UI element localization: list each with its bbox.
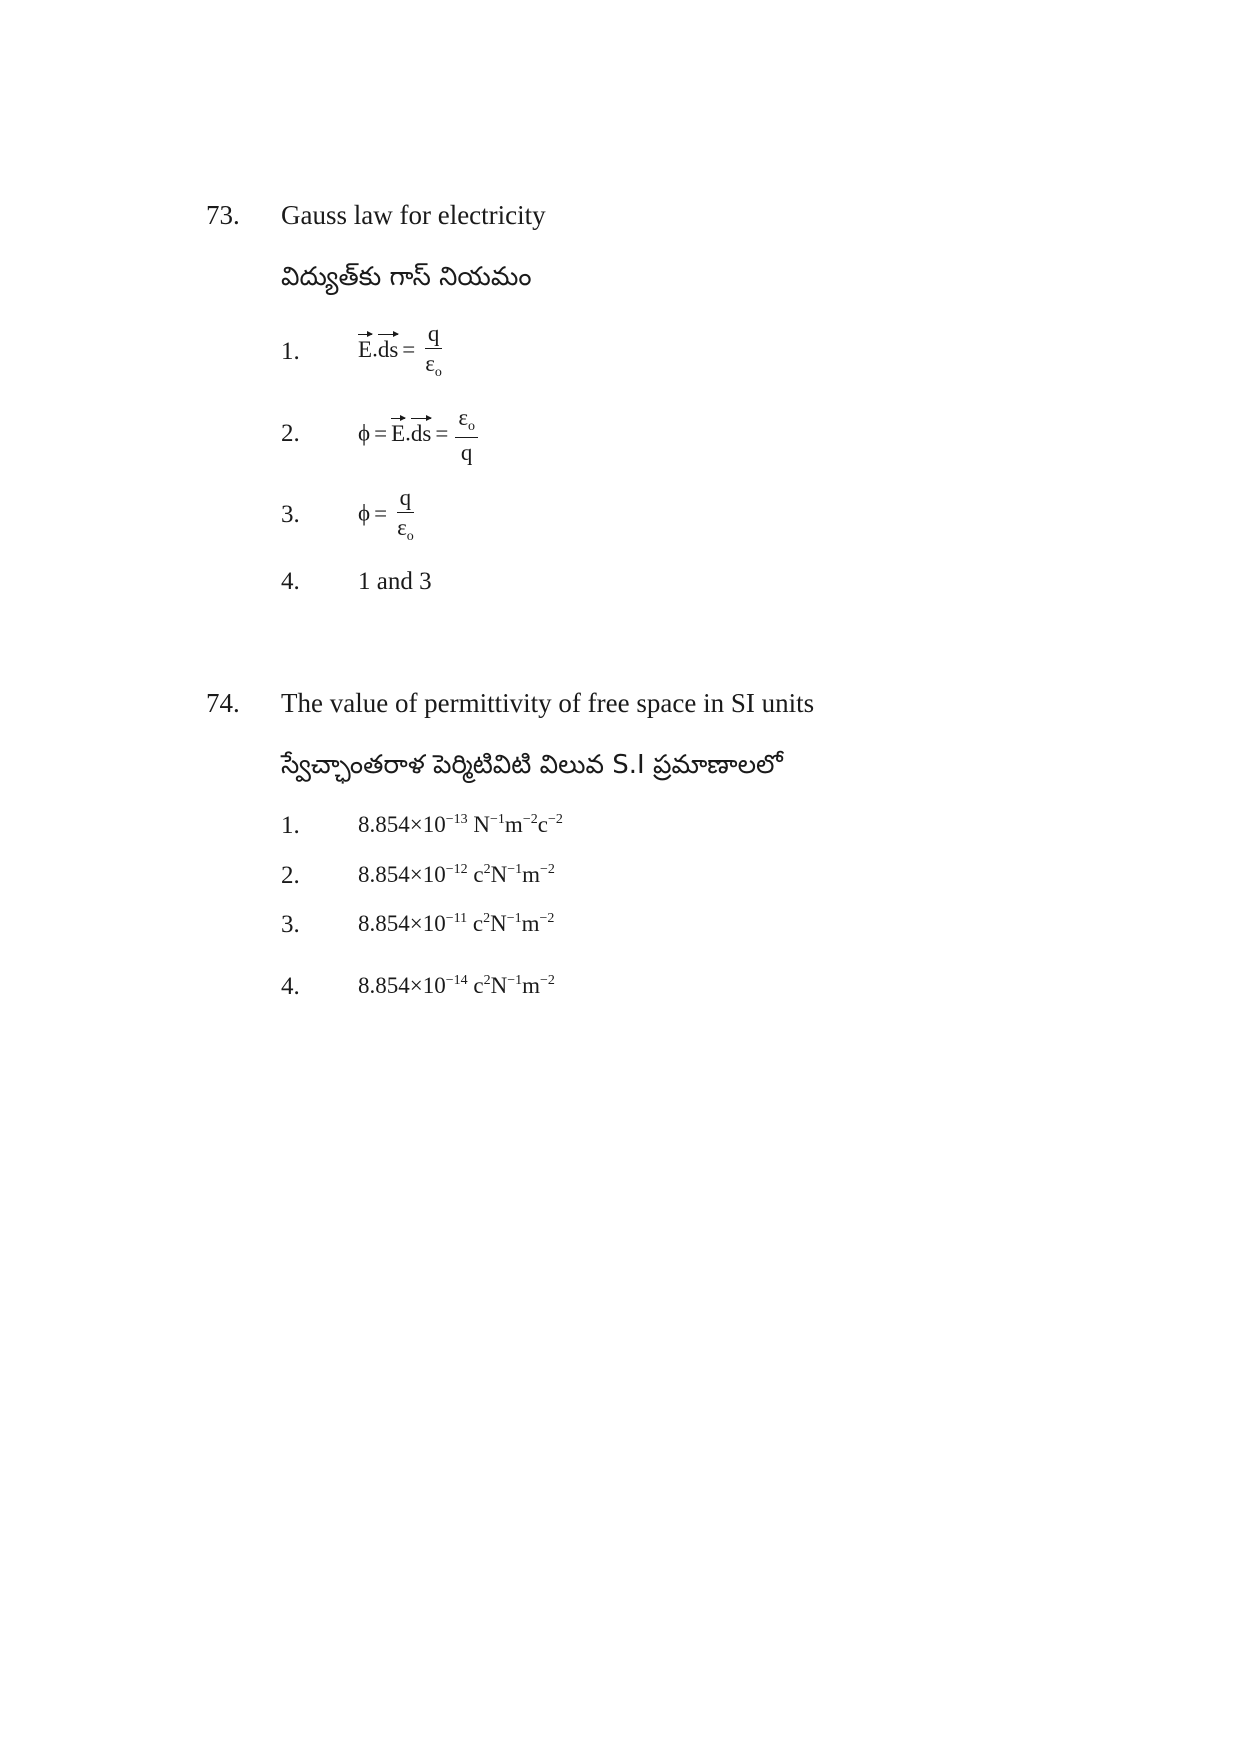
vector-ds: ds	[377, 336, 399, 362]
question-number: 73.	[206, 200, 240, 230]
unit: m	[504, 812, 523, 837]
unit: c	[472, 911, 484, 936]
unit: N	[473, 812, 491, 837]
unit-exponent: −1	[507, 973, 523, 988]
phi-symbol: ϕ	[358, 420, 371, 446]
option-number: 1.	[281, 812, 300, 839]
unit: c	[537, 812, 548, 837]
unit-exponent: −2	[540, 862, 555, 877]
option-number: 2.	[281, 420, 300, 447]
denominator	[394, 513, 417, 545]
unit-exponent: 2	[483, 973, 491, 988]
unit-exponent: −2	[539, 911, 555, 926]
epsilon-subscript: o	[434, 365, 442, 381]
unit-exponent: 2	[483, 911, 491, 926]
equals-sign: =	[402, 336, 416, 362]
mantissa: 8.854×10	[358, 812, 446, 837]
question-text-telugu: స్వేచ్ఛాంతరాళ పెర్మిటివిటి విలువ S.I ప్రమాణాలలో	[281, 750, 783, 780]
denominator: q	[460, 439, 473, 465]
question-text-telugu: విద్యుత్‌కు గాస్ నియమం	[281, 262, 532, 292]
phi-symbol: ϕ	[358, 500, 371, 526]
unit: N	[490, 862, 508, 887]
option-number: 4.	[281, 973, 300, 1000]
unit: N	[490, 973, 508, 998]
unit: N	[490, 911, 507, 936]
unit-exponent: −2	[540, 973, 555, 988]
unit-exponent: −2	[522, 812, 538, 827]
option-number: 3.	[281, 911, 300, 938]
unit-exponent: 2	[483, 862, 491, 877]
fraction	[422, 322, 445, 381]
equals-sign: =	[435, 420, 449, 446]
unit-exponent: −1	[507, 862, 523, 877]
question-number: 74.	[206, 688, 240, 718]
unit: m	[522, 862, 541, 887]
epsilon-subscript: o	[406, 529, 414, 545]
dot-operator: .	[372, 336, 378, 362]
option-number: 1.	[281, 338, 300, 365]
epsilon-symbol: ε	[458, 405, 469, 430]
unit-exponent: −2	[547, 812, 563, 827]
equals-sign: =	[374, 420, 388, 446]
mantissa: 8.854×10	[358, 862, 446, 887]
vector-e: E	[391, 420, 406, 446]
exponent: −13	[445, 812, 468, 827]
fraction	[455, 406, 478, 465]
dot-operator: .	[405, 420, 411, 446]
denominator	[422, 349, 445, 381]
option-1-formula	[358, 322, 445, 381]
numerator: q	[397, 486, 415, 513]
unit: m	[522, 973, 541, 998]
unit-exponent: −1	[506, 911, 522, 926]
unit: c	[473, 862, 484, 887]
option-4-value	[358, 973, 555, 999]
exponent: −12	[445, 862, 468, 877]
vector-e: E	[358, 336, 373, 362]
option-4-text: 1 and 3	[358, 568, 432, 595]
option-2-value	[358, 862, 555, 888]
exponent: −14	[445, 973, 468, 988]
question-text: The value of permittivity of free space in SI units	[281, 688, 815, 718]
epsilon-symbol: ε	[397, 515, 407, 541]
option-3-value	[358, 911, 554, 937]
option-3-formula	[358, 486, 417, 545]
unit-exponent: −1	[490, 812, 505, 827]
option-number: 4.	[281, 568, 300, 595]
option-2-formula	[358, 406, 478, 465]
option-1-value	[358, 812, 563, 838]
equals-sign: =	[374, 500, 388, 526]
option-number: 3.	[281, 501, 300, 528]
question-text: Gauss law for electricity	[281, 200, 546, 230]
fraction	[394, 486, 417, 545]
unit: m	[521, 911, 540, 936]
numerator: q	[425, 322, 443, 349]
exponent: −11	[445, 911, 468, 926]
epsilon-subscript: o	[468, 419, 476, 434]
mantissa: 8.854×10	[358, 973, 446, 998]
numerator	[455, 406, 478, 438]
unit: c	[473, 973, 484, 998]
mantissa: 8.854×10	[358, 911, 446, 936]
option-number: 2.	[281, 862, 300, 889]
vector-ds: ds	[410, 420, 432, 446]
epsilon-symbol: ε	[425, 351, 435, 377]
